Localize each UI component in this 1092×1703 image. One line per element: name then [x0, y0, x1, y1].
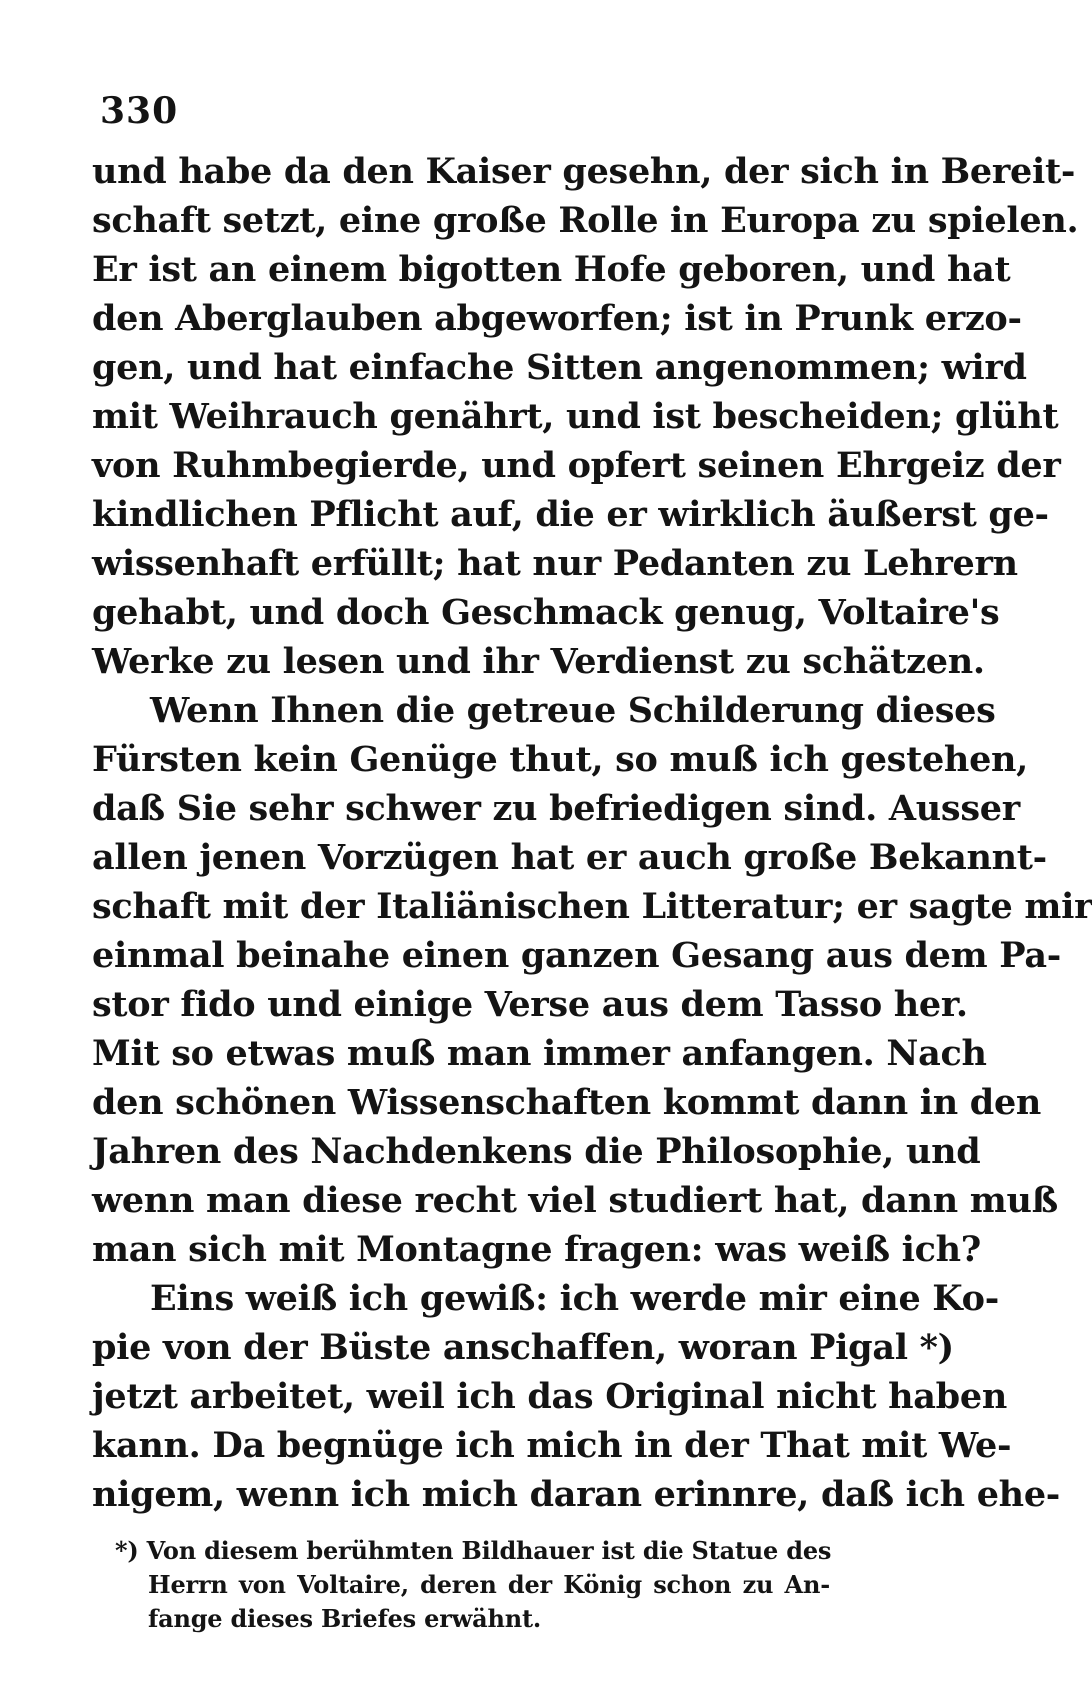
text-line: kann. Da begnüge ich mich in der That mit We- [92, 1425, 1012, 1466]
text-line: schaft setzt, eine große Rolle in Europa zu spielen. [92, 200, 1079, 241]
text-line: einmal beinahe einen ganzen Gesang aus dem Pa- [92, 935, 1061, 976]
text-line: Werke zu lesen und ihr Verdienst zu schätzen. [92, 641, 985, 682]
text-line: jetzt arbeitet, weil ich das Original nicht haben [92, 1376, 1007, 1417]
text-line: allen jenen Vorzügen hat er auch große Bekannt- [92, 837, 1047, 878]
text-line: wissenhaft erfüllt; hat nur Pedanten zu Lehrern [92, 543, 1018, 584]
text-line: wenn man diese recht viel studiert hat, dann muß [92, 1180, 1058, 1221]
text-line: Er ist an einem bigotten Hofe geboren, und hat [92, 249, 1011, 290]
text-line: nigem, wenn ich mich daran erinnre, daß ich ehe- [92, 1474, 1061, 1515]
footnote-line: fange dieses Briefes erwähnt. [148, 1604, 541, 1633]
text-line: gen, und hat einfache Sitten angenommen; wird [92, 347, 1027, 388]
text-line: daß Sie sehr schwer zu befriedigen sind. Ausser [92, 788, 1020, 829]
text-line: den schönen Wissenschaften kommt dann in den [92, 1082, 1042, 1123]
text-line: man sich mit Montagne fragen: was weiß ich? [92, 1229, 982, 1270]
text-line: den Aberglauben abgeworfen; ist in Prunk erzo- [92, 298, 1022, 339]
page-number: 330 [100, 90, 179, 132]
text-line: kindlichen Pflicht auf, die er wirklich äußerst ge- [92, 494, 1049, 535]
text-line: Mit so etwas muß man immer anfangen. Nach [92, 1033, 987, 1074]
text-line: von Ruhmbegierde, und opfert seinen Ehrgeiz der [92, 445, 1061, 486]
footnote-line: *) Von diesem berühmten Bildhauer ist die Statue des [115, 1536, 832, 1565]
text-line: schaft mit der Italiänischen Litteratur; er sagte mir [92, 886, 1092, 927]
text-line: mit Weihrauch genährt, und ist bescheiden; glüht [92, 396, 1059, 437]
footnote-line: Herrn von Voltaire, deren der König schon zu An- [148, 1570, 830, 1599]
text-line: gehabt, und doch Geschmack genug, Voltaire's [92, 592, 1000, 633]
text-line: pie von der Büste anschaffen, woran Pigal *) [92, 1327, 954, 1368]
text-line: stor fido und einige Verse aus dem Tasso her. [92, 984, 968, 1025]
text-line: Jahren des Nachdenkens die Philosophie, und [92, 1131, 981, 1172]
text-line: Wenn Ihnen die getreue Schilderung dieses [150, 690, 996, 731]
text-line: Eins weiß ich gewiß: ich werde mir eine Ko- [150, 1278, 999, 1319]
text-line: und habe da den Kaiser gesehn, der sich in Bereit- [92, 151, 1076, 192]
text-line: Fürsten kein Genüge thut, so muß ich gestehen, [92, 739, 1029, 780]
